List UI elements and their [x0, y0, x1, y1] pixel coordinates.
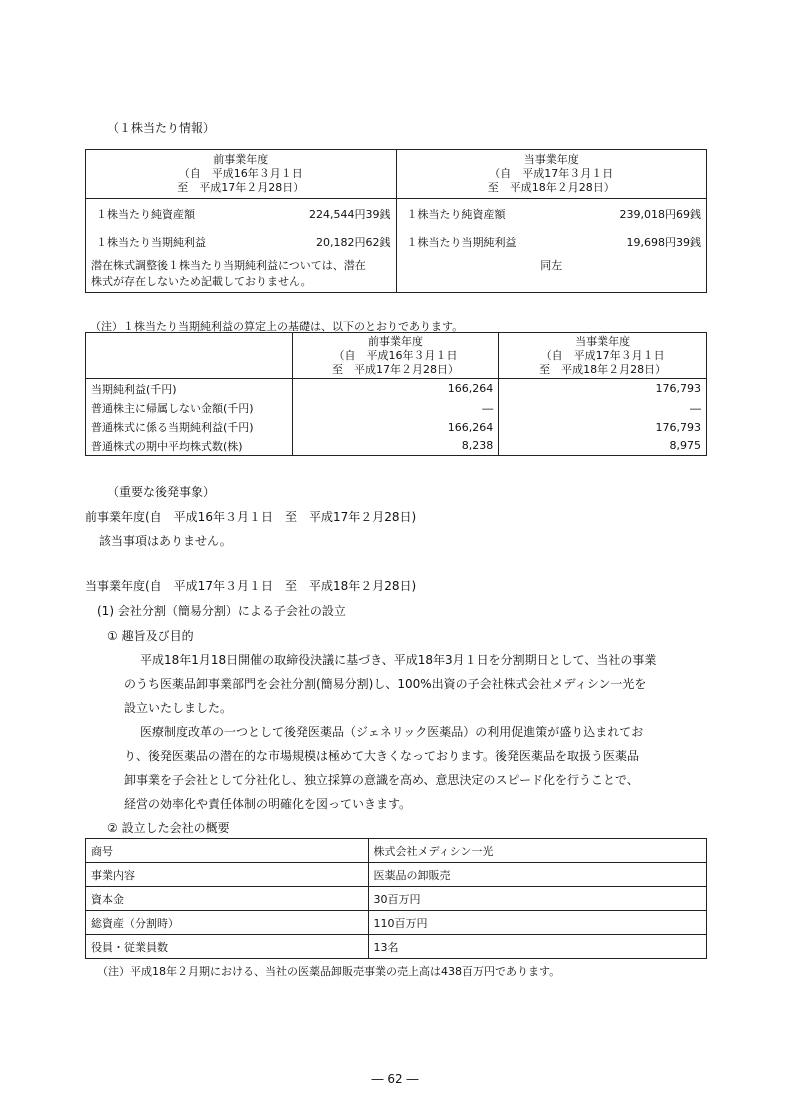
prev-period-body	[86, 199, 397, 293]
purpose-para1-line1: 平成18年1月18日開催の取締役決議に基づき、平成18年3月１日を分割期日として、当社の事業	[140, 653, 657, 667]
sales-footnote: （注）平成18年２月期における、当社の医薬品卸販売事業の売上高は438百万円であります。	[97, 965, 561, 978]
per-share-info-title: （１株当たり情報）	[107, 121, 216, 135]
prev-period-header: 前事業年度 （自 平成16年３月１日 至 平成17年２月28日）	[86, 150, 397, 199]
page-number: ― 62 ―	[371, 1072, 419, 1086]
purpose-para2-line2: り、後発医薬品の潜在的な市場規模は極めて大きくなっております。後発医薬品を取扱う医薬品	[124, 749, 640, 763]
sub-heading-company-overview: ② 設立した会社の概要	[107, 821, 230, 835]
net-assets-row: １株当たり純資産額 239,018円69銭	[406, 208, 701, 221]
sub-heading-purpose: ① 趣旨及び目的	[107, 629, 194, 643]
item-1-heading: (1) 会社分割（簡易分割）による子会社の設立	[97, 604, 346, 618]
table-row: 普通株式に係る当期純利益(千円) 166,264 176,793	[86, 418, 707, 437]
curr-period-header: 当事業年度 （自 平成17年３月１日 至 平成18年２月28日）	[499, 333, 707, 379]
purpose-para1-line3: 設立いたしました。	[124, 701, 233, 715]
subsequent-events-title: （重要な後発事象）	[107, 485, 216, 499]
table-row: 総資産（分割時） 110百万円	[86, 911, 707, 935]
same-as-left: 同左	[540, 259, 563, 272]
curr-period-line: 当事業年度(自 平成17年３月１日 至 平成18年２月28日)	[85, 579, 417, 593]
table-row: 商号 株式会社メディシン一光	[86, 839, 707, 863]
diluted-note: 潜在株式調整後１株当たり当期純利益については、潜在 株式が存在しないため記載しておりません。	[91, 259, 366, 288]
table-row: 役員・従業員数 13名	[86, 935, 707, 959]
per-share-header-row	[86, 150, 707, 199]
table-row: 普通株式の期中平均株式数(株) 8,238 8,975	[86, 437, 707, 456]
purpose-para2-line3: 卸事業を子会社として分社化し、独立採算の意識を高め、意思決定のスピード化を行うことで、	[124, 773, 639, 787]
net-income-row: １株当たり当期純利益 20,182円62銭	[96, 236, 391, 249]
prev-period-header: 前事業年度 （自 平成16年３月１日 至 平成17年２月28日）	[292, 333, 499, 379]
net-income-row: １株当たり当期純利益 19,698円39銭	[406, 236, 701, 249]
net-assets-row: １株当たり純資産額 224,544円39銭	[96, 208, 391, 221]
table-row: 事業内容 医薬品の卸販売	[86, 863, 707, 887]
purpose-para2-line4: 経営の効率化や責任体制の明確化を図っていきます。	[124, 797, 412, 811]
calc-header-row	[86, 333, 707, 379]
purpose-para1-line2: のうち医薬品卸事業部門を会社分割(簡易分割)し、100%出資の子会社株式会社メディシン一光を	[124, 677, 647, 691]
calc-basis-table	[85, 332, 707, 456]
curr-period-body	[396, 199, 707, 293]
curr-period-header: 当事業年度 （自 平成17年３月１日 至 平成18年２月28日）	[396, 150, 707, 199]
prev-period-text: 該当事項はありません。	[99, 534, 232, 548]
calc-basis-note: （注）１株当たり当期純利益の算定上の基礎は、以下のとおりであります。	[90, 320, 464, 333]
table-row: 普通株主に帰属しない金額(千円) ― ―	[86, 399, 707, 418]
empty-header-cell	[86, 333, 293, 379]
table-row: 資本金 30百万円	[86, 887, 707, 911]
company-overview-table	[85, 838, 707, 959]
purpose-para2-line1: 医療制度改革の一つとして後発医薬品（ジェネリック医薬品）の利用促進策が盛り込まれてお	[140, 725, 644, 739]
table-row: 当期純利益(千円) 166,264 176,793	[86, 379, 707, 399]
per-share-info-table	[85, 149, 707, 293]
prev-period-line: 前事業年度(自 平成16年３月１日 至 平成17年２月28日)	[85, 510, 417, 524]
per-share-body-row	[86, 199, 707, 293]
